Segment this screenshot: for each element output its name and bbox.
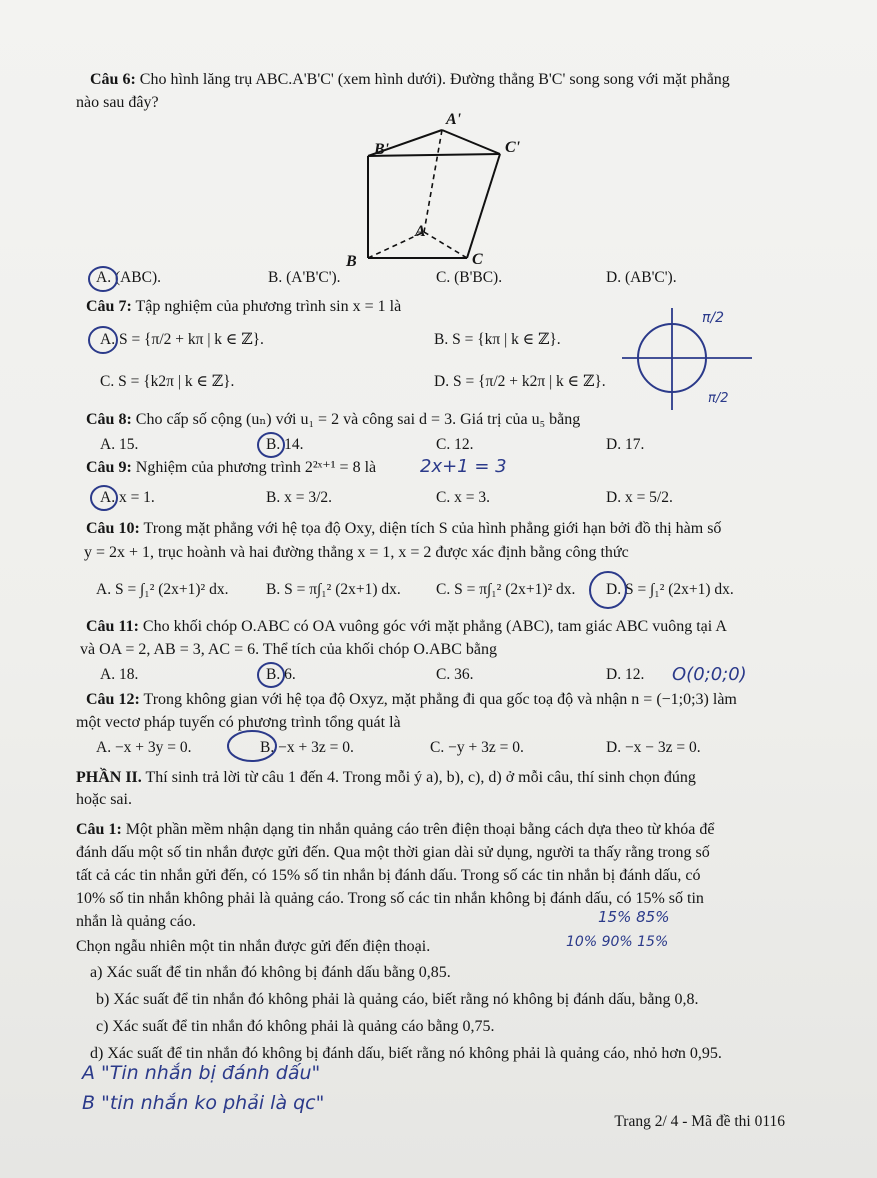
circle-q6-a [89,267,117,291]
q7-text: Tập nghiệm của phương trình sin x = 1 là [135,298,402,315]
q7-label: Câu 7: [86,298,132,315]
q9-option-a[interactable]: A. x = 1. [100,489,155,506]
handwriting-tree-mid: 10% 90% 15% [566,934,669,950]
p2q1-line2: đánh dấu một số tin nhắn được gửi đến. Qua một thời gian dài sử dụng, người ta thấy rằng trong số [76,844,710,861]
q11-option-a[interactable]: A. 18. [100,666,139,683]
q11-option-d[interactable]: D. 12. [606,666,645,683]
p2q1-item-b[interactable]: b) Xác suất để tin nhắn đó không phải là quảng cáo, biết rằng nó không bị đánh dấu, bằng 0,8. [96,991,699,1008]
circle-q12-b [228,731,276,761]
q8-label: Câu 8: [86,411,132,428]
q7-option-d[interactable]: D. S = {π/2 + k2π | k ∈ ℤ}. [434,373,606,390]
p2q1-line3: tất cả các tin nhắn gửi đến, có 15% số tin nhắn bị đánh dấu. Trong số các tin nhắn bị đánh dấu, có [76,867,701,884]
q8-option-c[interactable]: C. 12. [436,436,474,453]
q10-text-line2: y = 2x + 1, trục hoành và hai đường thẳng x = 1, x = 2 được xác định bằng công thức [84,544,629,561]
q8-option-b[interactable]: B. 14. [266,436,304,453]
q11-option-b[interactable]: B. 6. [266,666,296,683]
q10-option-b[interactable]: B. S = π∫₁² (2x+1) dx. [266,581,401,598]
label-c: C [472,251,483,268]
q11-option-c[interactable]: C. 36. [436,666,474,683]
circle-q11-b [258,663,284,687]
p2q1-text1: Một phần mềm nhận dạng tin nhắn quảng cáo trên điện thoại bằng cách dựa theo từ khóa để [125,821,715,838]
handwriting-tree-top: 15% 85% [598,908,670,926]
q12-option-d[interactable]: D. −x − 3z = 0. [606,739,701,756]
q11-text-line2: và OA = 2, AB = 3, AC = 6. Thể tích của khối chóp O.ABC bằng [80,641,497,658]
label-cp: C' [505,139,521,156]
label-a: A [415,223,426,240]
part2-text1: Thí sinh trả lời từ câu 1 đến 4. Trong mỗi ý a), b), c), d) ở mỗi câu, thí sinh chọn đúng [145,769,696,786]
q7-option-a[interactable]: A. S = {π/2 + kπ | k ∈ ℤ}. [100,331,264,348]
q6-option-d[interactable]: D. (AB'C'). [606,269,677,286]
part2-text-line2: hoặc sai. [76,791,132,808]
label-ap: A' [446,111,462,128]
svg-text:π/2: π/2 [708,391,729,406]
circle-q10-d [590,572,626,608]
q12-text1: Trong không gian với hệ tọa độ Oxyz, mặt phẳng đi qua gốc toạ độ và nhận n = (−1;0;3) làm [143,691,737,708]
q12-option-c[interactable]: C. −y + 3z = 0. [430,739,524,756]
q6-text: Cho hình lăng trụ ABC.A'B'C' (xem hình dưới). Đường thẳng B'C' song song với mặt phẳng [139,71,730,88]
circle-q7-a [89,327,117,353]
label-bp: B' [374,141,390,158]
q9-option-b[interactable]: B. x = 3/2. [266,489,333,506]
handwriting-q9-work: 2x+1 = 3 [420,456,507,477]
part2-label: PHẦN II. [76,769,142,786]
p2q1-label: Câu 1: [76,821,122,838]
q10-text1: Trong mặt phẳng với hệ tọa độ Oxy, diện tích S của hình phẳng giới hạn bởi đồ thị hàm số [143,520,722,537]
q8-option-d[interactable]: D. 17. [606,436,645,453]
q12-option-b[interactable]: B. −x + 3z = 0. [260,739,354,756]
q6-option-b[interactable]: B. (A'B'C'). [268,269,341,286]
q10-label: Câu 10: [86,520,140,537]
q6-label: Câu 6: [90,71,136,88]
circle-q8-b [258,433,284,457]
handwriting-q12-origin: O(0;0;0) [672,664,747,685]
q10-option-d[interactable]: D. S = ∫₁² (2x+1) dx. [606,581,734,598]
p2q1-item-a[interactable]: a) Xác suất để tin nhắn đó không bị đánh dấu bằng 0,85. [90,964,451,981]
q9-text: Nghiệm của phương trình 2²ˣ⁺¹ = 8 là [135,459,377,476]
q12-text-line2: một vectơ pháp tuyến có phương trình tổng quát là [76,714,401,731]
q6-option-a[interactable]: A. (ABC). [96,269,162,286]
svg-text:π/2: π/2 [702,310,725,326]
p2q1-item-d[interactable]: d) Xác suất để tin nhắn đó không bị đánh dấu, biết rằng nó không phải là quảng cáo, nhỏ hơn 0,95. [90,1045,722,1062]
q11-text1: Cho khối chóp O.ABC có OA vuông góc với mặt phẳng (ABC), tam giác ABC vuông tại A [142,618,727,635]
q6-text-line2: nào sau đây? [76,94,159,111]
q9-option-d[interactable]: D. x = 5/2. [606,489,673,506]
handwriting-note-b: B "tin nhắn ko phải là qc" [82,1092,325,1114]
q6-option-c[interactable]: C. (B'BC). [436,269,503,286]
q8-option-a[interactable]: A. 15. [100,436,139,453]
q10-option-c[interactable]: C. S = π∫₁² (2x+1)² dx. [436,581,576,598]
p2q1-item-c[interactable]: c) Xác suất để tin nhắn đó không phải là quảng cáo bằng 0,75. [96,1018,495,1035]
q10-option-a[interactable]: A. S = ∫₁² (2x+1)² dx. [96,581,229,598]
page-footer: Trang 2/ 4 - Mã đề thi 0116 [614,1113,785,1130]
q8-text: Cho cấp số cộng (uₙ) với u₁ = 2 và công sai d = 3. Giá trị của u₅ bằng [135,411,581,428]
q7-option-b[interactable]: B. S = {kπ | k ∈ ℤ}. [434,331,561,348]
q11-label: Câu 11: [86,618,139,635]
q12-option-a[interactable]: A. −x + 3y = 0. [96,739,192,756]
p2q1-line5: nhắn là quảng cáo. [76,913,196,930]
q12-label: Câu 12: [86,691,140,708]
circle-q9-a [91,486,117,510]
handwriting-note-a: A "Tin nhắn bị đánh dấu" [82,1062,321,1084]
q9-label: Câu 9: [86,459,132,476]
q7-option-c[interactable]: C. S = {k2π | k ∈ ℤ}. [100,373,235,390]
label-b: B [346,253,357,270]
p2q1-prompt: Chọn ngẫu nhiên một tin nhắn được gửi đến điện thoại. [76,938,431,955]
p2q1-line4: 10% số tin nhắn không phải là quảng cáo. Trong số các tin nhắn không bị đánh dấu, có 15% số tin [76,890,704,907]
q9-option-c[interactable]: C. x = 3. [436,489,490,506]
